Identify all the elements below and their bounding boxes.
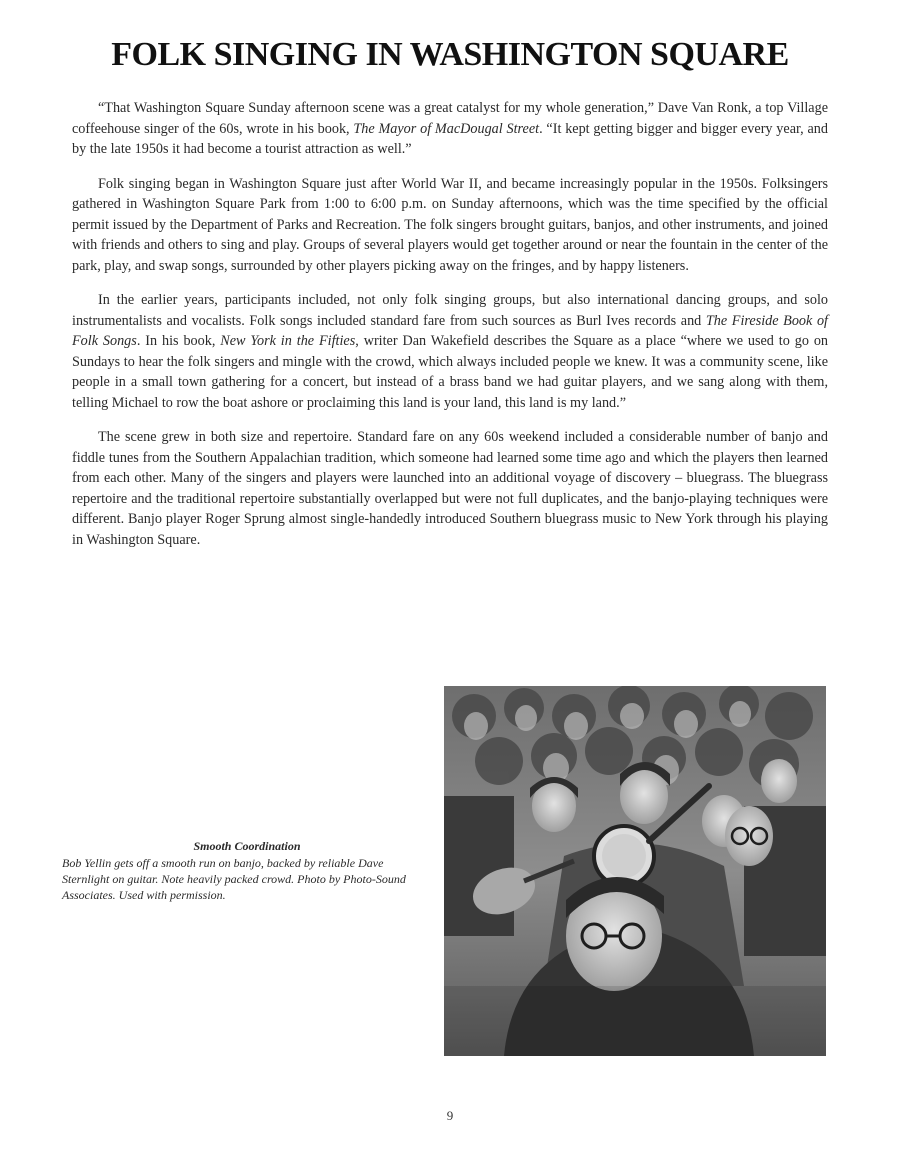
paragraph-3	[72, 290, 828, 413]
paragraph-1-text-b: . “It kept getting bigger and bigger every year, and by the late 1950s it had become a tourist attraction as well.”	[72, 120, 828, 157]
page-title: FOLK SINGING IN WASHINGTON SQUARE	[111, 36, 789, 73]
paragraph-1	[72, 98, 828, 160]
caption-title: Smooth Coordination	[193, 839, 301, 853]
paragraph-1-text-a: “That Washington Square Sunday afternoon scene was a great catalyst for my whole generation,” Dave Van Ronk, a top Village coffeehouse singer of the 60s, wrote in his book,	[72, 100, 828, 137]
book-title-new-york-fifties: New York in the Fifties	[220, 333, 356, 349]
caption-body: Bob Yellin gets off a smooth run on banjo, backed by reliable Dave Sternlight on guitar. Note heavily packed crowd. Photo by Photo-Sound Associates. Used with permission.	[62, 856, 406, 902]
photo-caption	[62, 838, 432, 903]
article-body	[72, 98, 828, 564]
crowd-photo-illustration	[444, 686, 826, 1056]
paragraph-3-text-b: . In his book,	[136, 333, 221, 349]
paragraph-4: The scene grew in both size and repertoire. Standard fare on any 60s weekend included a considerable number of banjo and fiddle tunes from the Southern Appalachian tradition, which someone had learned some time ago and which the players then learned from each other. Many of the singers and players were launched into an additional voyage of discovery – bluegrass. The bluegrass repertoire and the traditional repertoire substantially overlapped but were not full duplicates, and the banjo-playing techniques were different. Banjo player Roger Sprung almost single-handedly introduced Southern bluegrass music to New York through his playing in Washington Square.	[72, 429, 828, 548]
book-title-mayor: The Mayor of MacDougal Street	[353, 120, 540, 137]
paragraph-3-text-a: In the earlier years, participants included, not only folk singing groups, but also international dancing groups, and solo instrumentalists and vocalists. Folk songs included standard fare from such sources as Burl Ives records and	[72, 292, 828, 329]
crowd-photo	[444, 686, 826, 1056]
paragraph-3-text-c: , writer Dan Wakefield describes the Square as a place “where we used to go on Sundays to hear the folk singers and mingle with the crowd, which always included people we knew. It was a community scene, like people in a small town gathering for a concert, but instead of a brass band we had guitar players, and we sang along with them, telling Michael to row the boat ashore or proclaiming this land is your land, this land is my land.”	[72, 333, 829, 411]
paragraph-2: Folk singing began in Washington Square just after World War II, and became increasingly popular in the 1950s. Folksingers gathered in Washington Square Park from 1:00 to 6:00 p.m. on Sunday afternoons, which was the time specified by the official permit issued by the Department of Parks and Recreation. The folk singers brought guitars, banjos, and other instruments, and joined with friends and others to sing and play. Groups of several players would get together around or near the fountain in the center of the park, play, and swap songs, surrounded by other players picking away on the fringes, and by happy listeners.	[72, 175, 828, 274]
book-title-fireside: The Fireside Book of Folk Songs	[72, 312, 828, 349]
page-number: 9	[446, 1108, 454, 1123]
